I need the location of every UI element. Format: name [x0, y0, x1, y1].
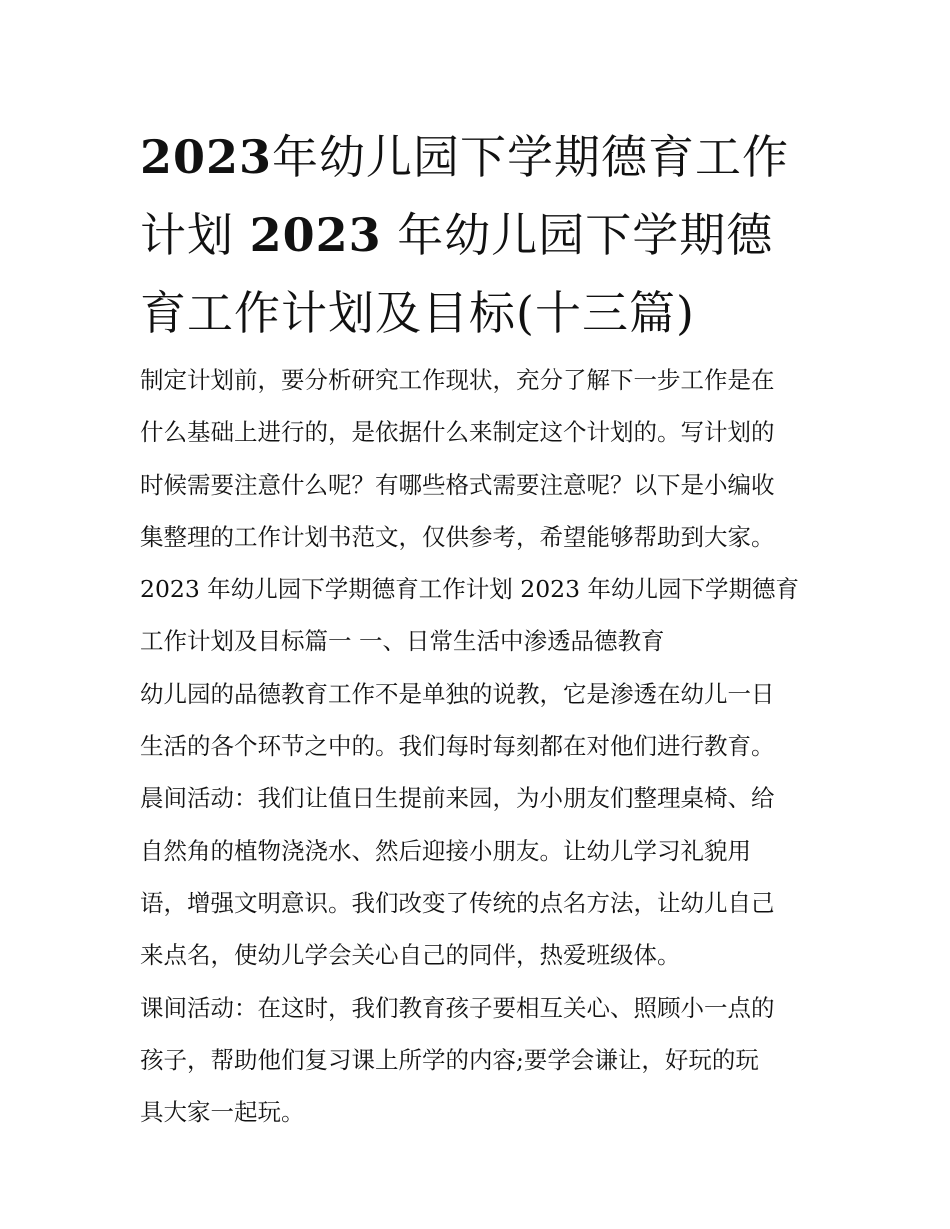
title-year-2: 2023	[249, 208, 382, 262]
body-line: 集整理的工作计划书范文，仅供参考，希望能够帮助到大家。	[140, 522, 775, 551]
body-line: 什么基础上进行的，是依据什么来制定这个计划的。写计划的	[140, 418, 775, 447]
body-line: 2023 年幼儿园下学期德育工作计划 2023 年幼儿园下学期德育	[140, 575, 800, 604]
title-year-1: 2023	[140, 130, 273, 184]
title-text-2a: 计划	[140, 208, 250, 262]
body-line: 来点名，使幼儿学会关心自己的同伴，热爱班级体。	[140, 941, 681, 970]
body-line: 晨间活动：我们让值日生提前来园，为小朋友们整理桌椅、给	[140, 784, 775, 813]
body-line: 自然角的植物浇浇水、然后迎接小朋友。让幼儿学习礼貌用	[140, 836, 751, 865]
body-line: 具大家一起玩。	[140, 1098, 305, 1127]
title-text-3: 育工作计划及目标(十三篇)	[140, 286, 695, 340]
title-line-3	[140, 274, 820, 352]
title-text-2b: 年幼儿园下学期德	[381, 208, 774, 262]
body-line: 语，增强文明意识。我们改变了传统的点名方法，让幼儿自己	[140, 888, 775, 917]
document-body	[140, 354, 820, 1138]
body-line: 课间活动：在这时，我们教育孩子要相互关心、照顾小一点的	[140, 993, 775, 1022]
document-page	[140, 118, 820, 1138]
body-line: 孩子，帮助他们复习课上所学的内容;要学会谦让，好玩的玩	[140, 1045, 759, 1074]
title-line-2	[140, 196, 820, 274]
title-line-1	[140, 118, 820, 196]
body-line: 时候需要注意什么呢？有哪些格式需要注意呢？以下是小编收	[140, 470, 775, 499]
body-line: 幼儿园的品德教育工作不是单独的说教，它是渗透在幼儿一日	[140, 679, 775, 708]
body-line: 制定计划前，要分析研究工作现状，充分了解下一步工作是在	[140, 366, 775, 394]
body-line: 工作计划及目标篇一 一、日常生活中渗透品德教育	[140, 627, 665, 656]
title-text-1: 年幼儿园下学期德育工作	[272, 130, 790, 184]
body-line: 生活的各个环节之中的。我们每时每刻都在对他们进行教育。	[140, 732, 775, 761]
document-title	[140, 118, 820, 352]
